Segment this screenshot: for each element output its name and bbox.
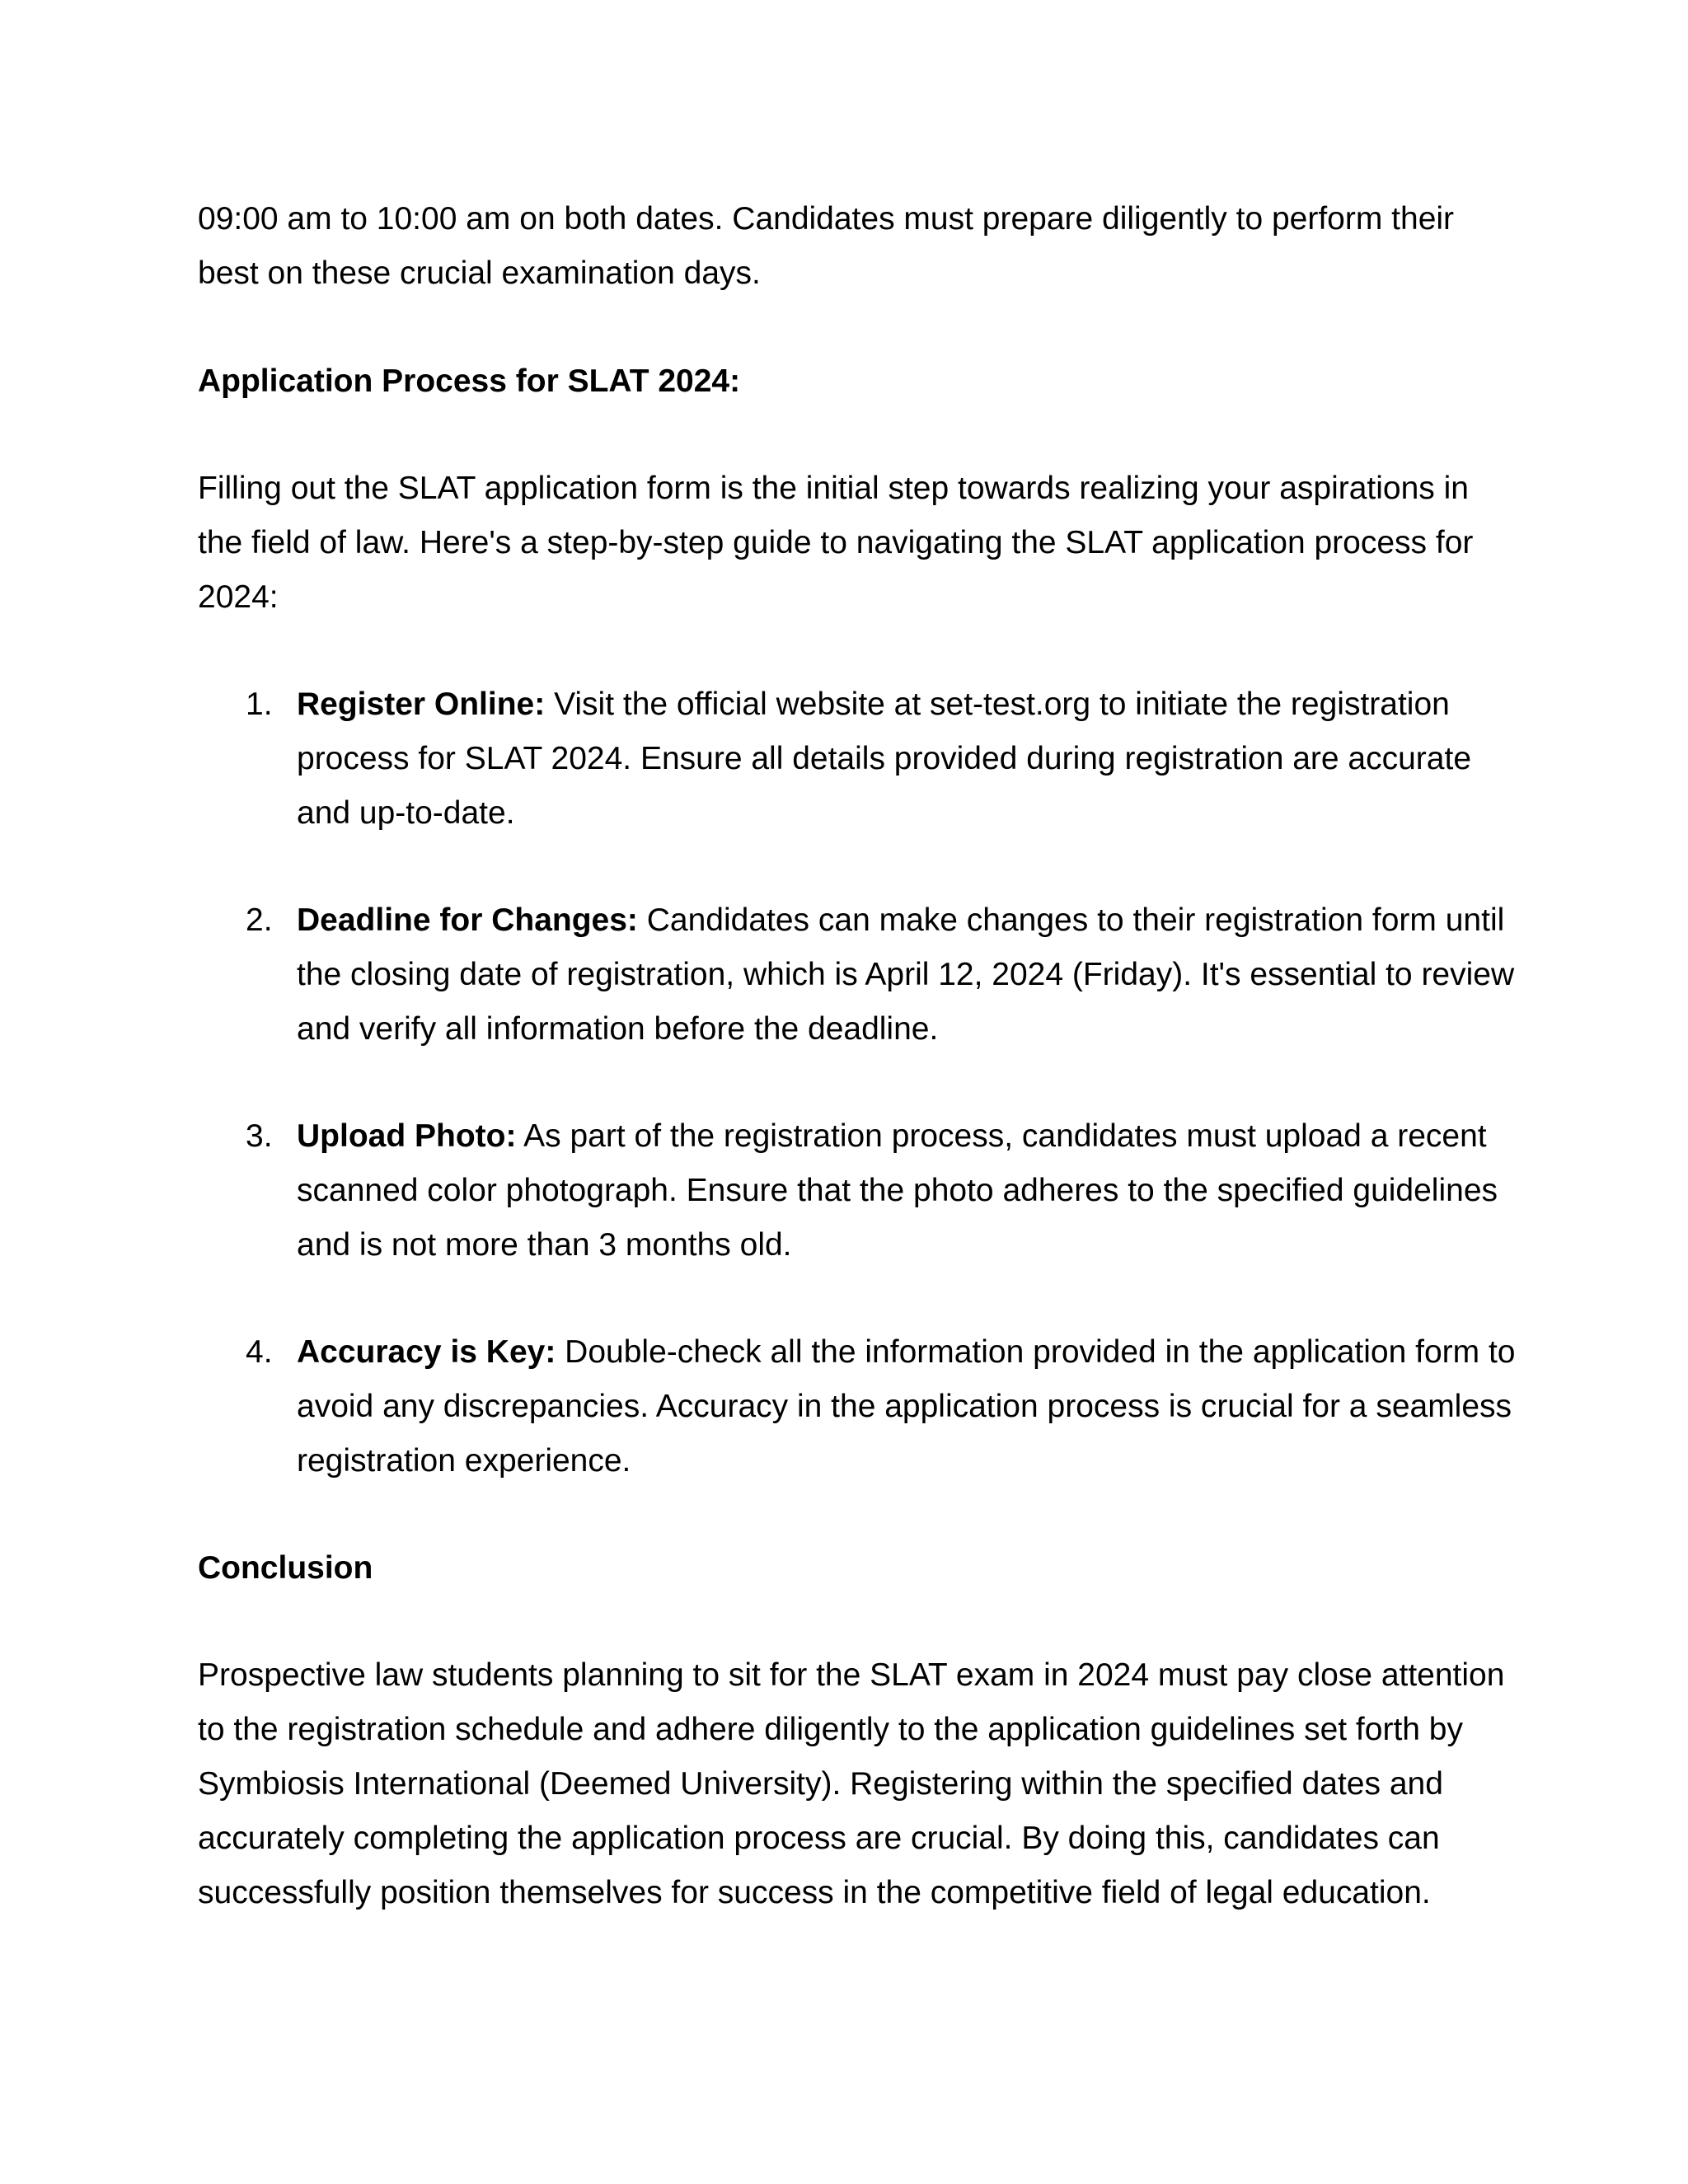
step-title: Deadline for Changes: (297, 902, 638, 938)
step-text (297, 893, 1517, 1057)
step-description: Candidates can make changes to their registration form until the closing date of registration, which is April 12, 2024 (Friday). It's essential to review and verify all information before the deadline. (297, 902, 1515, 1047)
intro-paragraph: 09:00 am to 10:00 am on both dates. Candidates must prepare diligently to perform their best on these crucial examination days. (198, 201, 1455, 291)
conclusion-heading: Conclusion (198, 1550, 373, 1586)
step-title: Register Online: (297, 687, 546, 722)
document-page (198, 0, 1517, 2184)
conclusion-paragraph: Prospective law students planning to sit for the SLAT exam in 2024 must pay close attention to the registration schedule and adhere diligently to the application guidelines set forth by Symbiosis International (Deemed University). Registering within the specified dates and accurately completing the application process are crucial. By doing this, candidates can successfully position themselves for success in the competitive field of legal education. (198, 1657, 1505, 1910)
step-number: 1. (246, 687, 273, 722)
application-process-heading: Application Process for SLAT 2024: (198, 363, 741, 399)
step-title: Upload Photo: (297, 1118, 517, 1154)
step-description: Visit the official website at set-test.org to initiate the registration process for SLAT 2024. Ensure all details provided during registration are accurate and up-to-date. (297, 687, 1472, 831)
step-number: 3. (246, 1118, 273, 1154)
step-number: 4. (246, 1334, 273, 1370)
step-title: Accuracy is Key: (297, 1334, 556, 1370)
step-description: Double-check all the information provided in the application form to avoid any discrepancies. Accuracy in the application process is crucial for a seamless registration experience. (297, 1334, 1516, 1479)
application-intro-paragraph: Filling out the SLAT application form is the initial step towards realizing your aspirations in the field of law. Here's a step-by-step guide to navigating the SLAT application process for 2024: (198, 471, 1474, 615)
step-number: 2. (246, 902, 273, 938)
step-text (297, 1325, 1517, 1488)
step-description: As part of the registration process, candidates must upload a recent scanned color photograph. Ensure that the photo adheres to the specified guidelines and is not more than 3 months old. (297, 1118, 1498, 1263)
step-text (297, 1109, 1517, 1272)
step-text (297, 677, 1517, 841)
